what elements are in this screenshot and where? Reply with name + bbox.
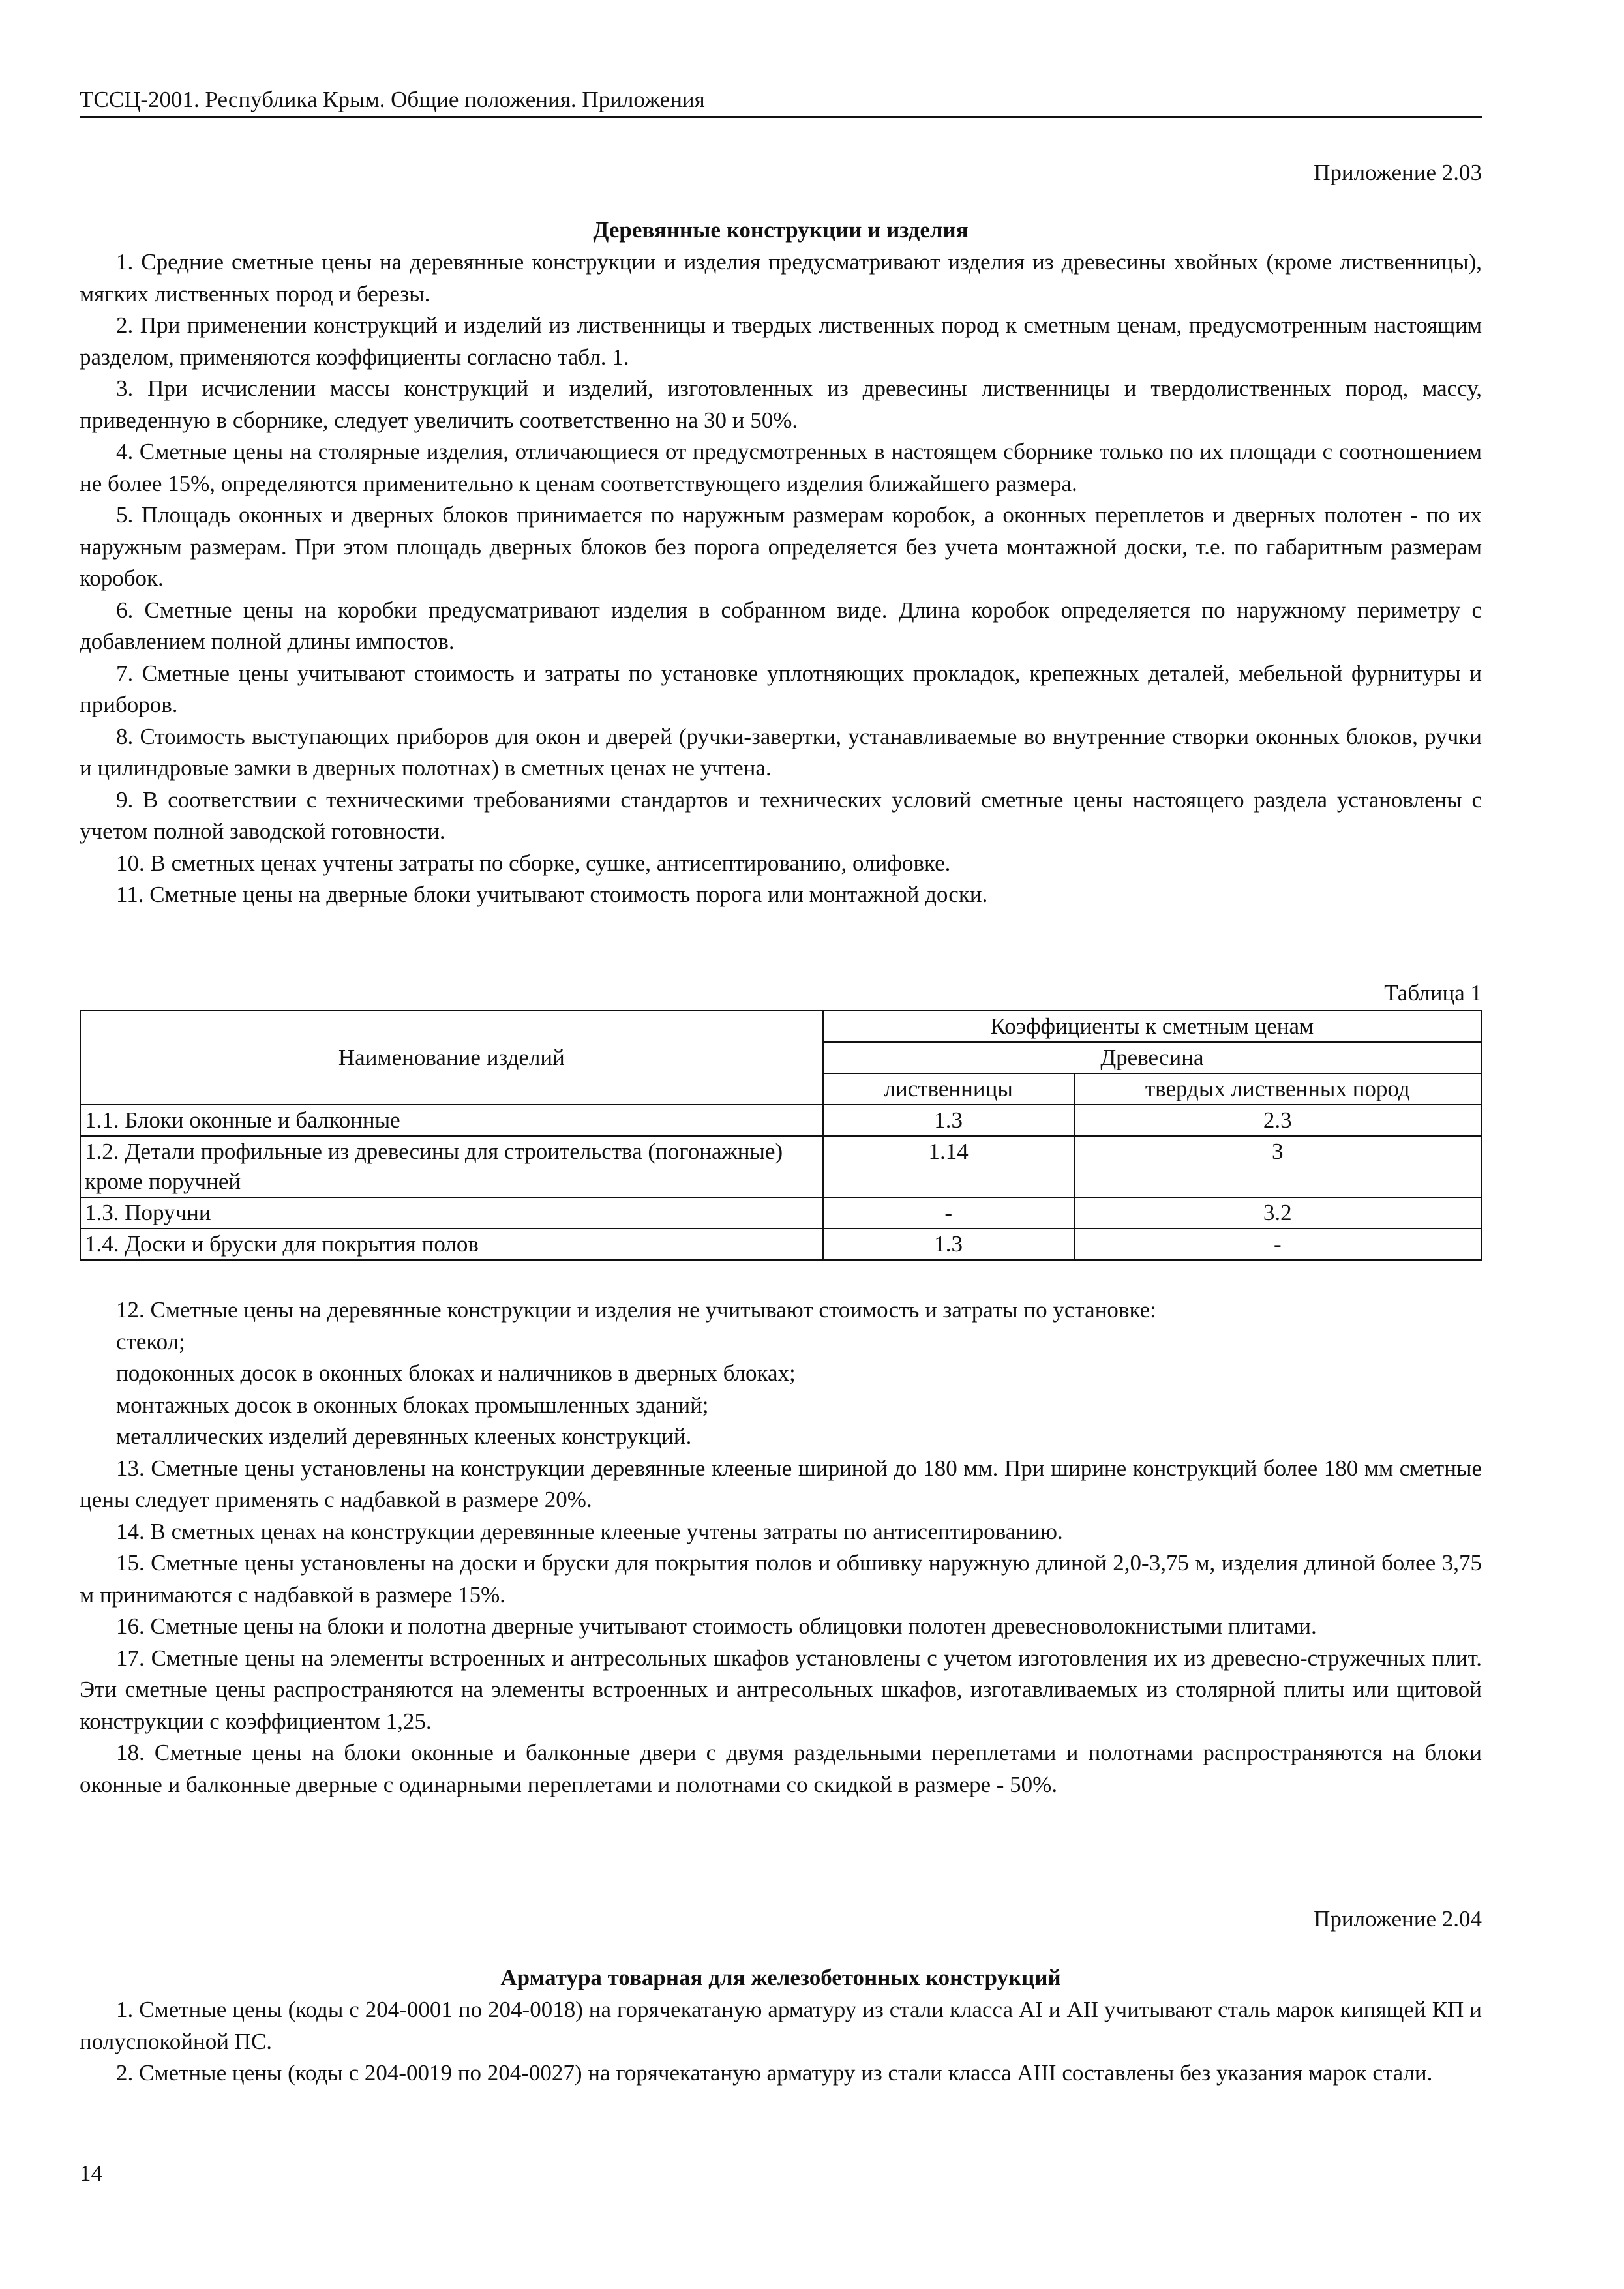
paragraph: 11. Сметные цены на дверные блоки учитывают стоимость порога или монтажной доски. xyxy=(116,882,988,907)
header-coefficients: Коэффициенты к сметным ценам xyxy=(823,1011,1481,1042)
paragraph: 10. В сметных ценах учтены затраты по сборке, сушке, антисептированию, олифовке. xyxy=(116,850,951,876)
paragraph: 8. Стоимость выступающих приборов для окон и дверей (ручки-завертки, устанавливаемые во внутренние створки оконных блоков, ручки и цилиндровые замки в дверных полотнах) в сметных ценах не учтена. xyxy=(80,723,1482,781)
paragraph: 5. Площадь оконных и дверных блоков принимается по наружным размерам коробок, а оконных переплетов и дверных полотен - по их наружным размерам. При этом площадь дверных блоков без порога определяется без учета монтажной доски, т.е. по габаритным размерам коробок. xyxy=(80,502,1482,591)
paragraph: 12. Сметные цены на деревянные конструкции и изделия не учитывают стоимость и затраты по установке: xyxy=(116,1297,1156,1323)
table-caption: Таблица 1 xyxy=(1384,980,1482,1006)
paragraph: 17. Сметные цены на элементы встроенных и антресольных шкафов установлены с учетом изготовления их из древесно-стружечных плит. Эти сметные цены распространяются на элементы встроенных и антресольных шкафов, изготавливаемых из столярной плиты или щитовой конструкции с коэффициентом 1,25. xyxy=(80,1645,1482,1734)
coefficients-table xyxy=(80,1010,1482,1261)
paragraph: 2. Сметные цены (коды с 204-0019 по 204-0027) на горячекатаную арматуру из стали класса AIII составлены без указания марок стали. xyxy=(116,2060,1433,2086)
paragraph: 18. Сметные цены на блоки оконные и балконные двери с двумя раздельными переплетами и полотнами распространяются на блоки оконные и балконные дверные с одинарными переплетами и полотнами со скидкой в размере - 50%. xyxy=(80,1740,1482,1797)
cell-larch: 1.3 xyxy=(823,1105,1074,1136)
paragraph: 1. Сметные цены (коды с 204-0001 по 204-0018) на горячекатаную арматуру из стали класса AI и AII учитывают сталь марок кипящей КП и полуспокойной ПС. xyxy=(80,1997,1482,2054)
cell-hardwood: 3.2 xyxy=(1074,1197,1481,1229)
header-item-name: Наименование изделий xyxy=(80,1011,823,1105)
cell-hardwood: 3 xyxy=(1074,1136,1481,1197)
paragraph: 15. Сметные цены установлены на доски и бруски для покрытия полов и обшивку наружную длиной 2,0-3,75 м, изделия длиной более 3,75 м принимаются с надбавкой в размере 15%. xyxy=(80,1550,1482,1608)
cell-larch: - xyxy=(823,1197,1074,1229)
cell-larch: 1.14 xyxy=(823,1136,1074,1197)
cell-name: 1.1. Блоки оконные и балконные xyxy=(80,1105,823,1136)
header-wood: Древесина xyxy=(823,1042,1481,1073)
paragraph: 7. Сметные цены учитывают стоимость и затраты по установке уплотняющих прокладок, крепежных деталей, мебельной фурнитуры и приборов. xyxy=(80,660,1482,717)
paragraph: 4. Сметные цены на столярные изделия, отличающиеся от предусмотренных в настоящем сборнике только по их площади с соотношением не более 15%, определяются применительно к ценам соответствующего изделия ближайшего размера. xyxy=(80,439,1482,496)
paragraph: 3. При исчислении массы конструкций и изделий, изготовленных из древесины лиственницы и твердолиственных пород, массу, приведенную в сборнике, следует увеличить соответственно на 30 и 50%. xyxy=(80,376,1482,433)
paragraph: 13. Сметные цены установлены на конструкции деревянные клееные шириной до 180 мм. При ширине конструкций более 180 мм сметные цены следует применять с надбавкой в размере 20%. xyxy=(80,1455,1482,1512)
section-title-wooden: Деревянные конструкции и изделия xyxy=(593,217,969,243)
list-item: стекол; xyxy=(116,1328,185,1354)
paragraph: 16. Сметные цены на блоки и полотна дверные учитывают стоимость облицовки полотен древесноволокнистыми плитами. xyxy=(116,1613,1317,1639)
paragraph: 14. В сметных ценах на конструкции деревянные клееные учтены затраты по антисептированию. xyxy=(116,1518,1063,1544)
header-larch: лиственницы xyxy=(823,1073,1074,1105)
header-hardwood: твердых лиственных пород xyxy=(1074,1073,1481,1105)
paragraphs-block-2 xyxy=(80,1294,1482,1801)
cell-larch: 1.3 xyxy=(823,1229,1074,1260)
paragraph: 9. В соответствии с техническими требованиями стандартов и технических условий сметные цены настоящего раздела установлены с учетом полной заводской готовности. xyxy=(80,786,1482,844)
cell-hardwood: - xyxy=(1074,1229,1481,1260)
running-header: ТССЦ-2001. Республика Крым. Общие положения. Приложения xyxy=(80,85,1482,118)
table-row xyxy=(80,1229,1481,1260)
cell-hardwood: 2.3 xyxy=(1074,1105,1481,1136)
appendix-label-2-04: Приложение 2.04 xyxy=(1314,1906,1482,1932)
paragraph: 2. При применении конструкций и изделий из лиственницы и твердых лиственных пород к сметным ценам, предусмотренным настоящим разделом, применяются коэффициенты согласно табл. 1. xyxy=(80,312,1482,370)
list-item: подоконных досок в оконных блоках и наличников в дверных блоках; xyxy=(116,1360,796,1386)
table-row xyxy=(80,1136,1481,1197)
cell-name: 1.4. Доски и бруски для покрытия полов xyxy=(80,1229,823,1260)
paragraph: 1. Средние сметные цены на деревянные конструкции и изделия предусматривают изделия из древесины хвойных (кроме лиственницы), мягких лиственных пород и березы. xyxy=(80,249,1482,307)
table-header-row xyxy=(80,1011,1481,1042)
paragraph: 6. Сметные цены на коробки предусматривают изделия в собранном виде. Длина коробок определяется по наружному периметру с добавлением полной длины импостов. xyxy=(80,597,1482,654)
paragraphs-block-3 xyxy=(80,1994,1482,2089)
list-item: металлических изделий деревянных клееных конструкций. xyxy=(116,1424,692,1449)
paragraphs-block-1 xyxy=(80,247,1482,911)
appendix-label-2-03: Приложение 2.03 xyxy=(1314,160,1482,185)
table-row xyxy=(80,1197,1481,1229)
list-item: монтажных досок в оконных блоках промышленных зданий; xyxy=(116,1392,709,1418)
cell-name: 1.2. Детали профильные из древесины для строительства (погонажные) кроме поручней xyxy=(80,1136,823,1197)
section-title-rebar: Арматура товарная для железобетонных конструкций xyxy=(500,1965,1061,1990)
cell-name: 1.3. Поручни xyxy=(80,1197,823,1229)
page-number: 14 xyxy=(80,2161,102,2186)
table-row xyxy=(80,1105,1481,1136)
